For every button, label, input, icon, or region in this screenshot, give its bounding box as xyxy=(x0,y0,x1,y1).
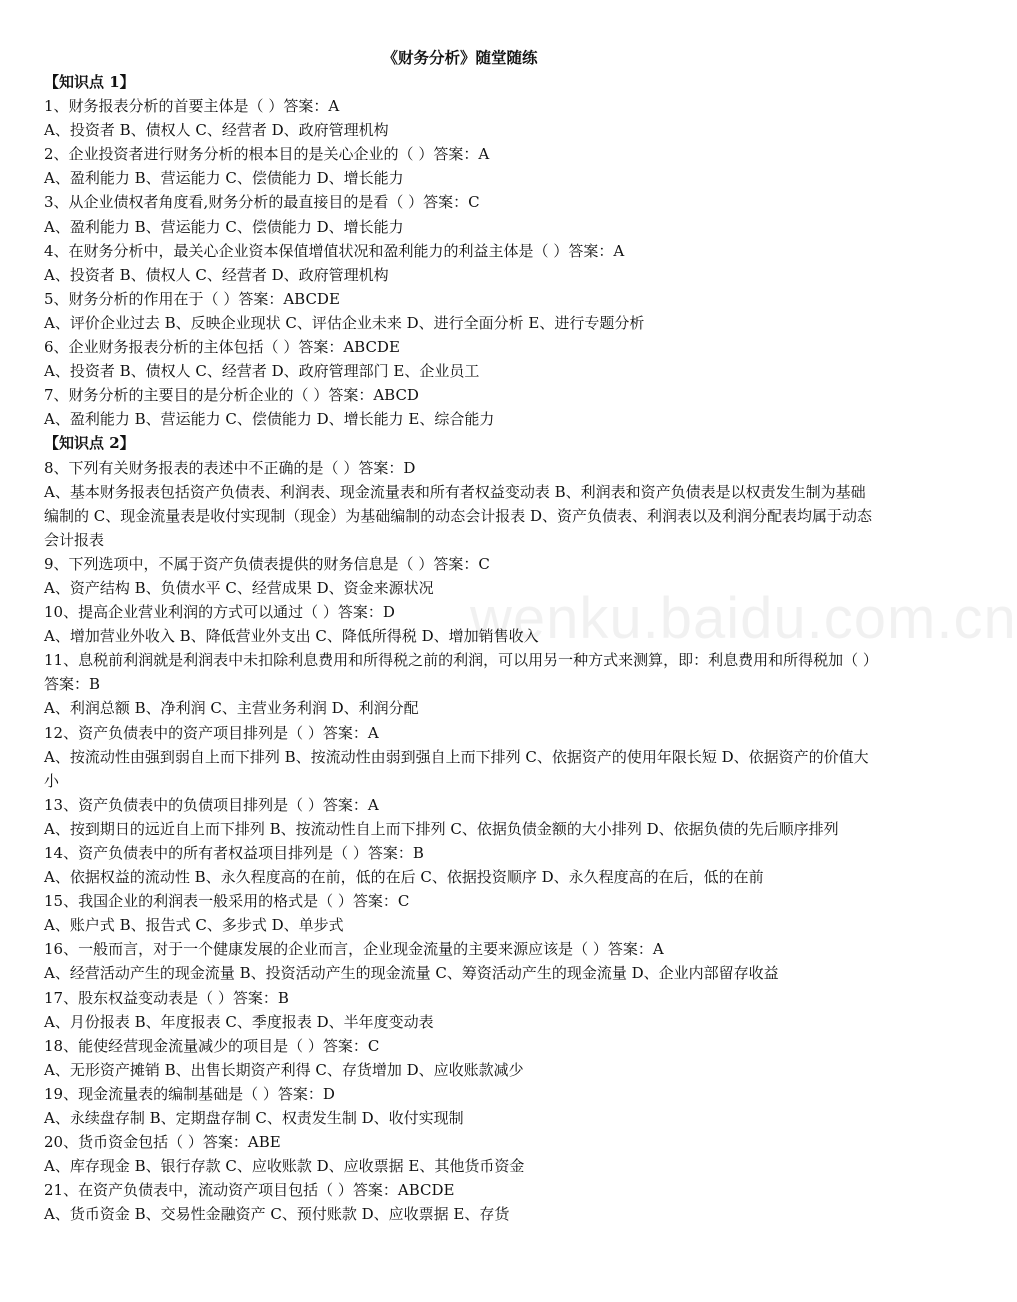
answer-options: A、投资者 B、债权人 C、经营者 D、政府管理部门 E、企业员工 xyxy=(44,362,480,381)
question-text: 5、财务分析的作用在于（ ）答案：ABCDE xyxy=(44,289,340,308)
question-text: 17、股东权益变动表是（ ）答案：B xyxy=(44,988,289,1007)
answer-options: A、资产结构 B、负债水平 C、经营成果 D、资金来源状况 xyxy=(44,578,434,597)
answer-options: A、盈利能力 B、营运能力 C、偿债能力 D、增长能力 xyxy=(44,169,404,188)
question-text: 14、资产负债表中的所有者权益项目排列是（ ）答案：B xyxy=(44,844,424,862)
answer-options: A、无形资产摊销 B、出售长期资产利得 C、存货增加 D、应收账款减少 xyxy=(44,1060,524,1079)
question-text: 8、下列有关财务报表的表述中不正确的是（ ）答案：D xyxy=(44,458,416,477)
question-text: 3、从企业债权者角度看,财务分析的最直接目的是看（ ）答案：C xyxy=(44,193,480,212)
answer-options: A、投资者 B、债权人 C、经营者 D、政府管理机构 xyxy=(44,121,389,140)
watermark: wenku.baidu.com.cn xyxy=(470,586,1017,651)
answer-options: A、经营活动产生的现金流量 B、投资活动产生的现金流量 C、筹资活动产生的现金流量 D、企业内部留存收益 xyxy=(44,964,779,983)
answer-options: A、按流动性由强到弱自上而下排列 B、按流动性由弱到强自上而下排列 C、依据资产的使用年限长短 D、依据资产的价值大小 xyxy=(44,747,869,790)
question-text: 9、下列选项中，不属于资产负债表提供的财务信息是（ ）答案：C xyxy=(44,554,490,573)
question-text: 2、企业投资者进行财务分析的根本目的是关心企业的（ ）答案：A xyxy=(44,145,490,164)
answer-options: A、按到期日的远近自上而下排列 B、按流动性自上而下排列 C、依据负债金额的大小排列 D、依据负债的先后顺序排列 xyxy=(44,819,839,838)
answer-options: A、利润总额 B、净利润 C、主营业务利润 D、利润分配 xyxy=(44,699,419,718)
question-text: 16、一般而言，对于一个健康发展的企业而言，企业现金流量的主要来源应该是（ ）答案：A xyxy=(44,940,664,959)
question-text: 20、货币资金包括（ ）答案：ABE xyxy=(44,1133,281,1152)
section-heading: 【知识点 1】 xyxy=(44,73,135,91)
question-text: 21、在资产负债表中，流动资产项目包括（ ）答案：ABCDE xyxy=(44,1181,455,1200)
question-text: 1、财务报表分析的首要主体是（ ）答案：A xyxy=(44,97,340,116)
answer-options: A、永续盘存制 B、定期盘存制 C、权责发生制 D、收付实现制 xyxy=(44,1109,464,1128)
answer-options: A、依据权益的流动性 B、永久程度高的在前，低的在后 C、依据投资顺序 D、永久程度高的在后，低的在前 xyxy=(44,868,764,887)
question-text: 4、在财务分析中，最关心企业资本保值增值状况和盈利能力的利益主体是（ ）答案：A xyxy=(44,241,625,260)
answer-options: A、增加营业外收入 B、降低营业外支出 C、降低所得税 D、增加销售收入 xyxy=(44,627,539,646)
question-list xyxy=(44,70,880,1227)
answer-options: A、账户式 B、报告式 C、多步式 D、单步式 xyxy=(44,916,344,935)
answer-options: A、库存现金 B、银行存款 C、应收账款 D、应收票据 E、其他货币资金 xyxy=(44,1157,525,1176)
question-text: 12、资产负债表中的资产项目排列是（ ）答案：A xyxy=(44,723,379,742)
answer-options: A、货币资金 B、交易性金融资产 C、预付账款 D、应收票据 E、存货 xyxy=(44,1205,510,1224)
question-text: 6、企业财务报表分析的主体包括（ ）答案：ABCDE xyxy=(44,338,400,357)
answer-options: A、基本财务报表包括资产负债表、利润表、现金流量表和所有者权益变动表 B、利润表和资产负债表是以权责发生制为基础编制的 C、现金流量表是收付实现制（现金）为基础编制的动态会计报表 D、资产负债表、利润表以及利润分配表均属于动态会计报表 xyxy=(44,482,873,549)
question-text: 13、资产负债表中的负债项目排列是（ ）答案：A xyxy=(44,795,379,814)
question-text: 19、现金流量表的编制基础是（ ）答案：D xyxy=(44,1084,335,1103)
question-text: 18、能使经营现金流量减少的项目是（ ）答案：C xyxy=(44,1036,380,1055)
question-text: 11、息税前利润就是利润表中未扣除利息费用和所得税之前的利润，可以用另一种方式来测算，即：利息费用和所得税加（ ）答案：B xyxy=(44,651,878,694)
document-title: 《财务分析》随堂随练 xyxy=(382,48,538,67)
section-heading: 【知识点 2】 xyxy=(44,434,135,453)
question-text: 15、我国企业的利润表一般采用的格式是（ ）答案：C xyxy=(44,892,410,911)
question-text: 10、提高企业营业利润的方式可以通过（ ）答案：D xyxy=(44,603,395,622)
answer-options: A、投资者 B、债权人 C、经营者 D、政府管理机构 xyxy=(44,265,389,284)
question-text: 7、财务分析的主要目的是分析企业的（ ）答案：ABCD xyxy=(44,386,419,405)
answer-options: A、月份报表 B、年度报表 C、季度报表 D、半年度变动表 xyxy=(44,1012,434,1031)
answer-options: A、评价企业过去 B、反映企业现状 C、评估企业未来 D、进行全面分析 E、进行专题分析 xyxy=(44,313,645,332)
answer-options: A、盈利能力 B、营运能力 C、偿债能力 D、增长能力 E、综合能力 xyxy=(44,410,495,429)
answer-options: A、盈利能力 B、营运能力 C、偿债能力 D、增长能力 xyxy=(44,217,404,236)
